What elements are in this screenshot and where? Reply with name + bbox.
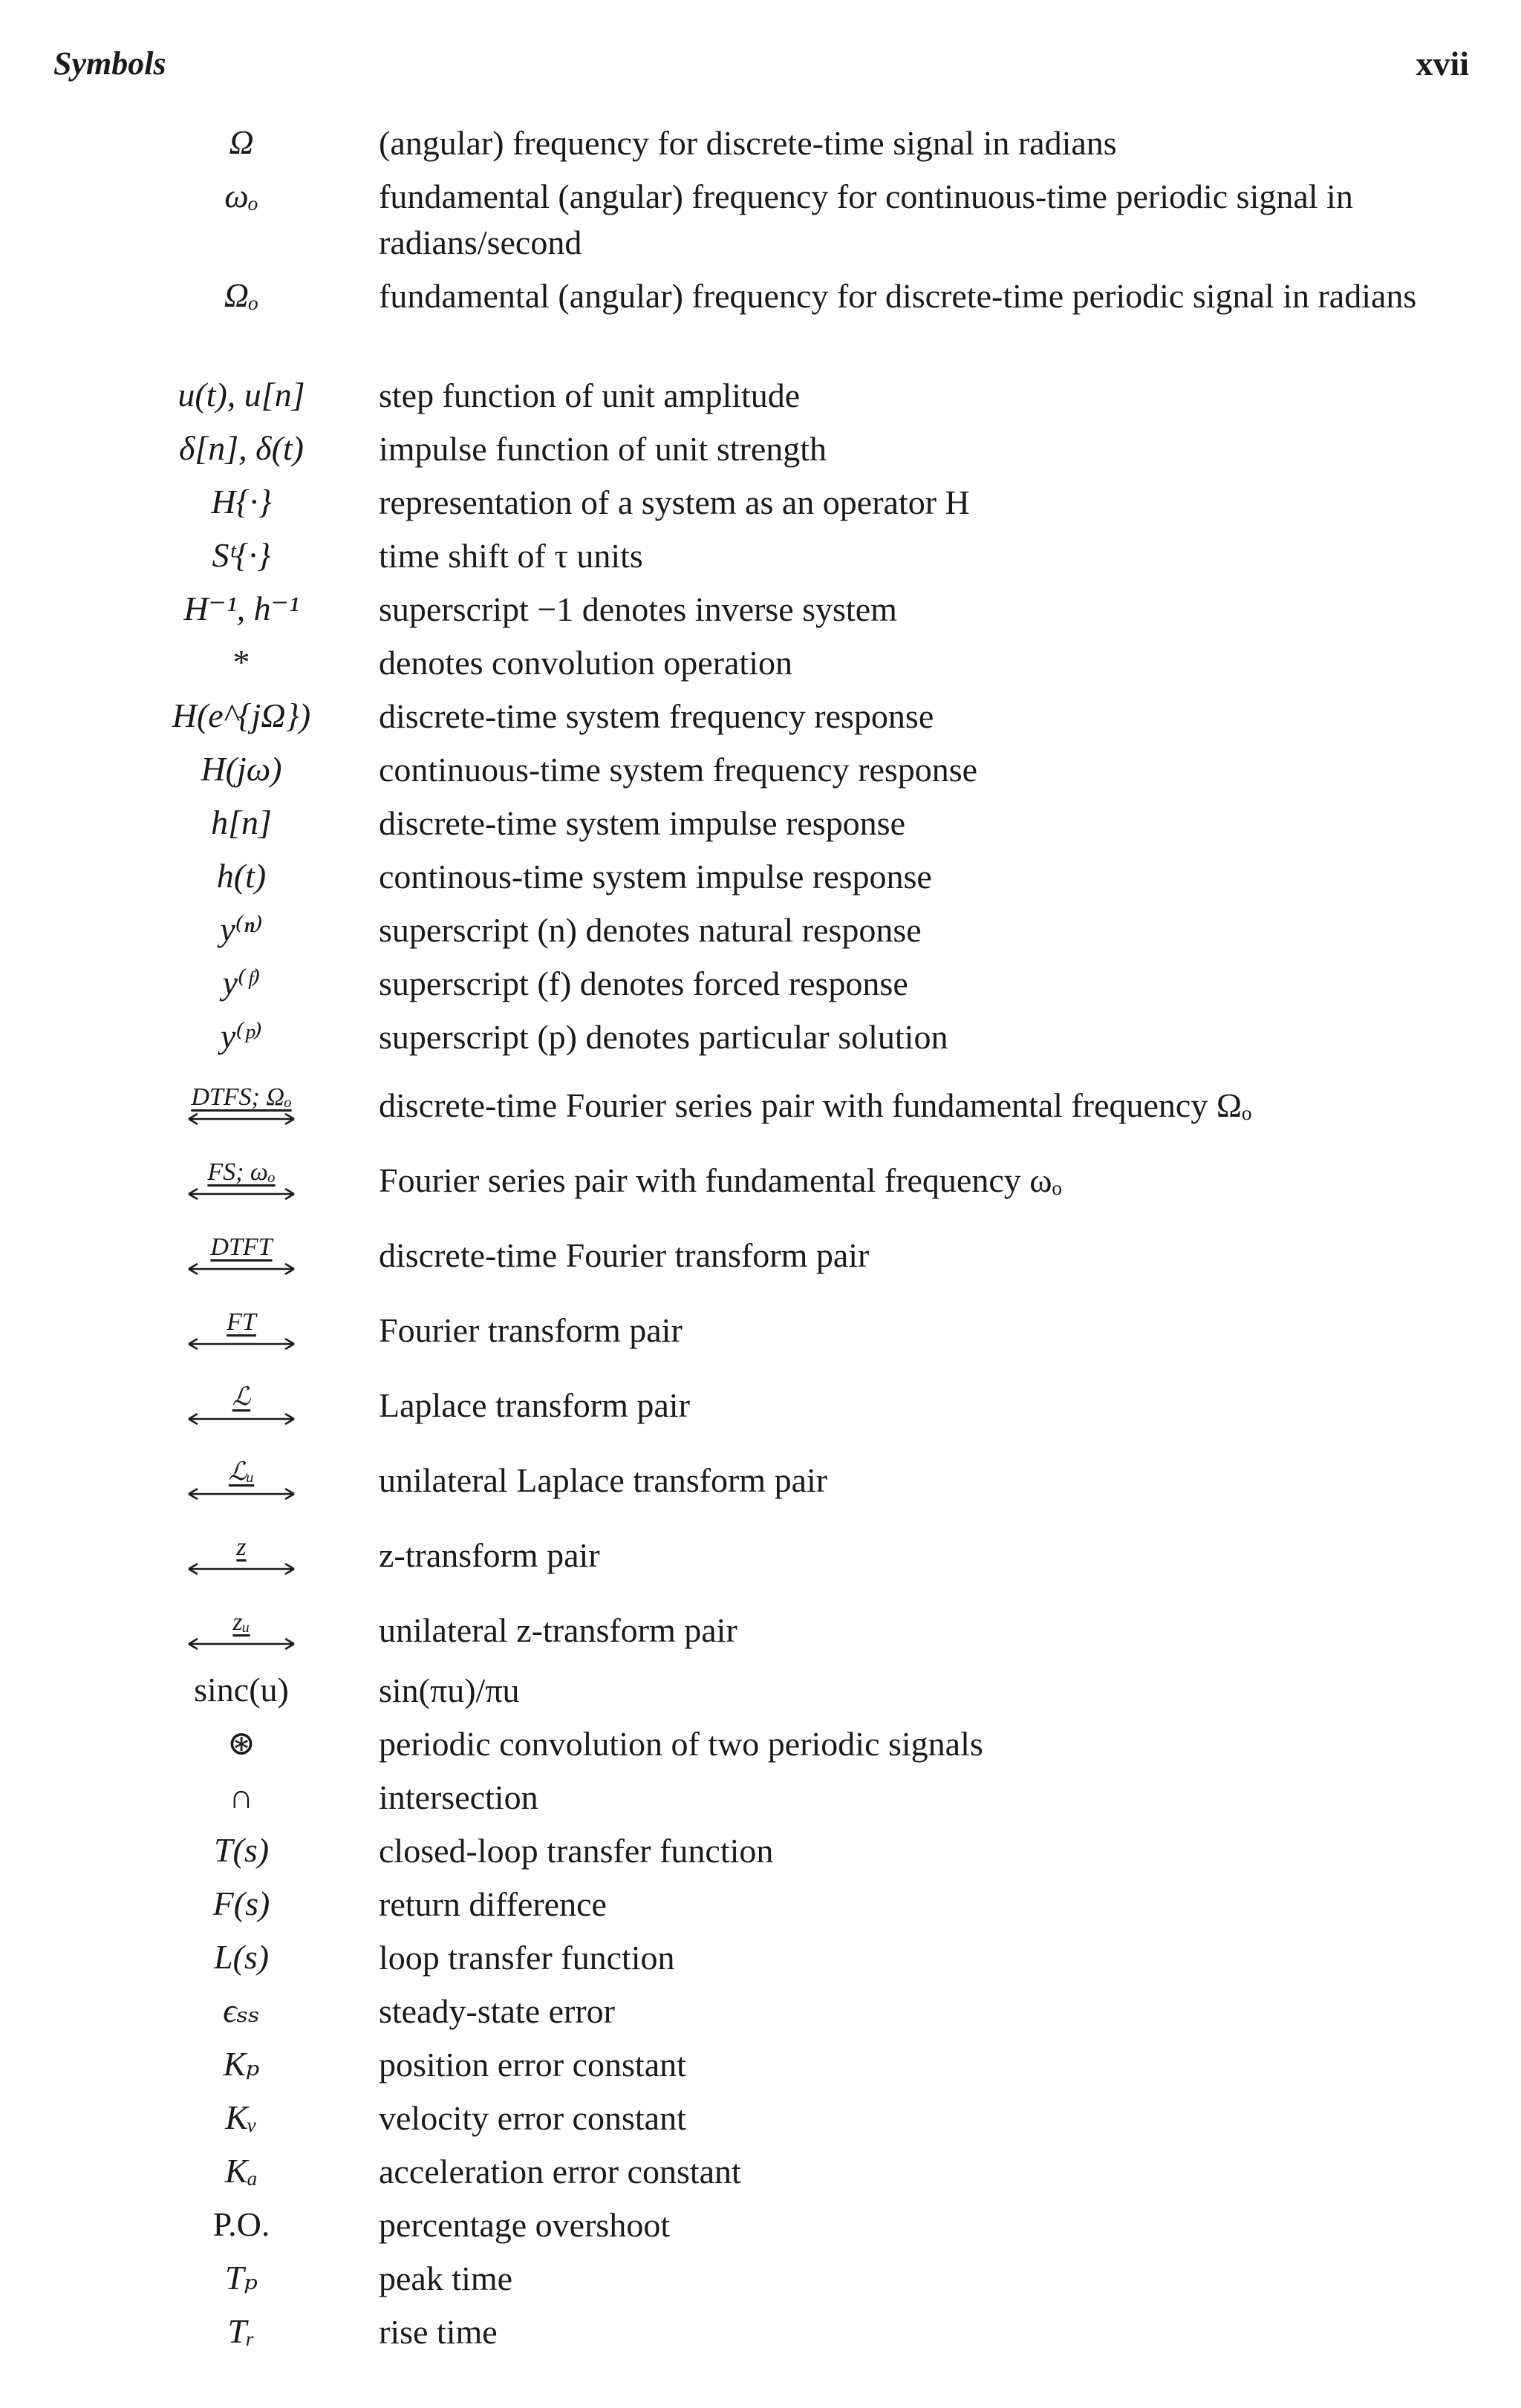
transform-pair-arrow <box>149 1459 334 1502</box>
transform-pair-arrow <box>149 1084 334 1127</box>
symbol: Tₚ <box>225 2259 258 2297</box>
symbol: y⁽ᵖ⁾ <box>220 1017 263 1055</box>
symbol-description: acceleration error constant <box>379 2153 741 2190</box>
double-arrow-icon <box>186 1111 297 1127</box>
symbol: ∩ <box>229 1778 254 1815</box>
symbol-entry <box>149 1775 1478 1828</box>
symbol: h[n] <box>211 803 272 841</box>
symbol: ωₒ <box>224 177 258 215</box>
symbol-entry <box>149 273 1478 373</box>
symbol-description: Laplace transform pair <box>379 1386 690 1424</box>
symbol-entry <box>149 1293 1478 1368</box>
symbol-entry <box>149 2095 1478 2149</box>
symbol-entry <box>149 1218 1478 1293</box>
symbol: h(t) <box>216 857 267 895</box>
transform-pair-arrow <box>149 1609 334 1652</box>
page-number: xvii <box>1416 44 1469 82</box>
transform-pair-arrow <box>149 1159 334 1202</box>
symbol-description: superscript (p) denotes particular solution <box>379 1018 948 1056</box>
symbol-entry <box>149 1593 1478 1668</box>
double-arrow-icon <box>186 1336 297 1352</box>
symbol-entry <box>149 694 1478 747</box>
arrow-label: DTFS; Ωₒ <box>191 1083 292 1111</box>
symbol-description: discrete-time system frequency response <box>379 697 934 735</box>
transform-pair-arrow <box>149 1234 334 1277</box>
symbol: Sᵗ{·} <box>212 536 271 574</box>
symbol: Kᵥ <box>225 2098 258 2136</box>
symbol-description: sin(πu)/πu <box>379 1671 520 1709</box>
section-title: Symbols <box>53 45 166 82</box>
symbol-description: z-transform pair <box>379 1536 600 1574</box>
arrow-label: zᵤ <box>232 1608 250 1636</box>
symbol-description: discrete-time system impulse response <box>379 804 906 842</box>
double-arrow-icon <box>186 1561 297 1577</box>
symbol-description: fundamental (angular) frequency for continuous-time periodic signal in radians/second <box>379 177 1353 261</box>
symbol-entry <box>149 1828 1478 1882</box>
symbol-entry <box>149 373 1478 426</box>
symbol: Tᵣ <box>227 2312 255 2350</box>
symbol-description: time shift of τ units <box>379 537 643 575</box>
symbol: H(e^{jΩ}) <box>172 696 311 734</box>
double-arrow-icon <box>186 1486 297 1502</box>
symbol-entry <box>149 1988 1478 2042</box>
symbol-description: superscript −1 denotes inverse system <box>379 590 897 628</box>
symbol-entry <box>149 2042 1478 2095</box>
symbol: H{·} <box>211 483 272 521</box>
symbol: T(s) <box>213 1831 270 1869</box>
symbol-entry <box>149 1935 1478 1988</box>
symbol-description: (angular) frequency for discrete-time signal in radians <box>379 124 1117 162</box>
symbol-entry <box>149 1143 1478 1218</box>
symbol: Ω <box>229 123 254 161</box>
symbol-entry <box>149 1882 1478 1935</box>
double-arrow-icon <box>186 1411 297 1427</box>
arrow-label: FS; ωₒ <box>207 1158 276 1186</box>
symbol-entry <box>149 587 1478 640</box>
symbol-entry <box>149 800 1478 854</box>
transform-pair-arrow <box>149 1309 334 1352</box>
symbol-description: periodic convolution of two periodic signals <box>379 1725 983 1763</box>
symbol: sinc(u) <box>194 1671 289 1709</box>
symbol-entry <box>149 120 1478 174</box>
symbol-list <box>149 120 1478 2363</box>
symbol-entry <box>149 2309 1478 2363</box>
symbol: Ωₒ <box>224 276 259 314</box>
arrow-label: ℒᵤ <box>228 1458 255 1486</box>
symbol: y⁽ᶠ⁾ <box>222 964 261 1002</box>
symbol: H(jω) <box>201 750 282 788</box>
symbol-entry <box>149 1668 1478 1721</box>
arrow-label: ℒ <box>232 1383 251 1411</box>
symbol-description: Fourier transform pair <box>379 1311 683 1349</box>
symbol-description: impulse function of unit strength <box>379 430 827 468</box>
symbol: H⁻¹, h⁻¹ <box>183 590 299 627</box>
symbol-description: closed-loop transfer function <box>379 1832 774 1870</box>
symbol-description: denotes convolution operation <box>379 644 792 682</box>
symbol: u(t), u[n] <box>177 376 305 414</box>
symbol: Kₚ <box>223 2045 260 2083</box>
symbol-entry <box>149 1014 1478 1068</box>
symbol-entry <box>149 2256 1478 2309</box>
symbol-entry <box>149 1443 1478 1518</box>
symbol-entry <box>149 426 1478 480</box>
symbol-description: peak time <box>379 2259 513 2297</box>
symbol-description: steady-state error <box>379 1992 616 2030</box>
symbol: ϵₛₛ <box>223 1991 260 2029</box>
symbol: y⁽ⁿ⁾ <box>220 910 263 948</box>
double-arrow-icon <box>186 1186 297 1202</box>
symbol: * <box>232 643 250 681</box>
symbol: P.O. <box>212 2205 270 2243</box>
symbol-entry <box>149 1068 1478 1143</box>
symbol-entry <box>149 854 1478 907</box>
symbol: L(s) <box>213 1938 270 1976</box>
symbol: Kₐ <box>224 2152 258 2190</box>
symbol-description: representation of a system as an operator H <box>379 483 970 521</box>
symbol-description: return difference <box>379 1885 607 1923</box>
symbol-description: superscript (f) denotes forced response <box>379 965 908 1002</box>
symbol-description: unilateral Laplace transform pair <box>379 1461 828 1499</box>
symbol-description: superscript (n) denotes natural response <box>379 911 922 949</box>
symbol-entry <box>149 2149 1478 2202</box>
arrow-label: z <box>236 1533 247 1561</box>
symbol-description: intersection <box>379 1778 538 1816</box>
transform-pair-arrow <box>149 1384 334 1427</box>
symbol: F(s) <box>212 1885 270 1922</box>
symbol-description: percentage overshoot <box>379 2206 671 2244</box>
symbol-entry <box>149 961 1478 1014</box>
symbol-entry <box>149 2202 1478 2256</box>
symbol-description: discrete-time Fourier transform pair <box>379 1236 870 1274</box>
symbol-description: unilateral z-transform pair <box>379 1611 737 1649</box>
transform-pair-arrow <box>149 1534 334 1577</box>
double-arrow-icon <box>186 1261 297 1277</box>
symbol: ⊛ <box>227 1724 256 1762</box>
symbol-description: continous-time system impulse response <box>379 858 932 895</box>
symbol-entry <box>149 1721 1478 1775</box>
symbol-entry <box>149 640 1478 694</box>
symbol-description: fundamental (angular) frequency for discrete-time periodic signal in radians <box>379 277 1417 315</box>
double-arrow-icon <box>186 1636 297 1652</box>
arrow-label: DTFT <box>210 1233 273 1261</box>
symbol-description: rise time <box>379 2313 498 2351</box>
arrow-label: FT <box>227 1308 256 1336</box>
symbol-description: Fourier series pair with fundamental frequency ωₒ <box>379 1161 1062 1199</box>
symbol-entry <box>149 174 1478 273</box>
symbol-description: velocity error constant <box>379 2099 686 2137</box>
symbol-entry <box>149 1368 1478 1443</box>
symbol-entry <box>149 480 1478 533</box>
symbol: δ[n], δ(t) <box>179 429 304 467</box>
symbol-entry <box>149 907 1478 961</box>
symbol-description: step function of unit amplitude <box>379 376 801 414</box>
symbol-description: loop transfer function <box>379 1939 675 1977</box>
symbol-entry <box>149 1518 1478 1593</box>
page-header <box>53 37 1469 89</box>
symbol-entry <box>149 533 1478 587</box>
symbol-description: position error constant <box>379 2046 686 2084</box>
symbol-description: discrete-time Fourier series pair with fundamental frequency Ωₒ <box>379 1086 1252 1124</box>
symbol-description: continuous-time system frequency response <box>379 751 978 789</box>
symbol-entry <box>149 747 1478 800</box>
